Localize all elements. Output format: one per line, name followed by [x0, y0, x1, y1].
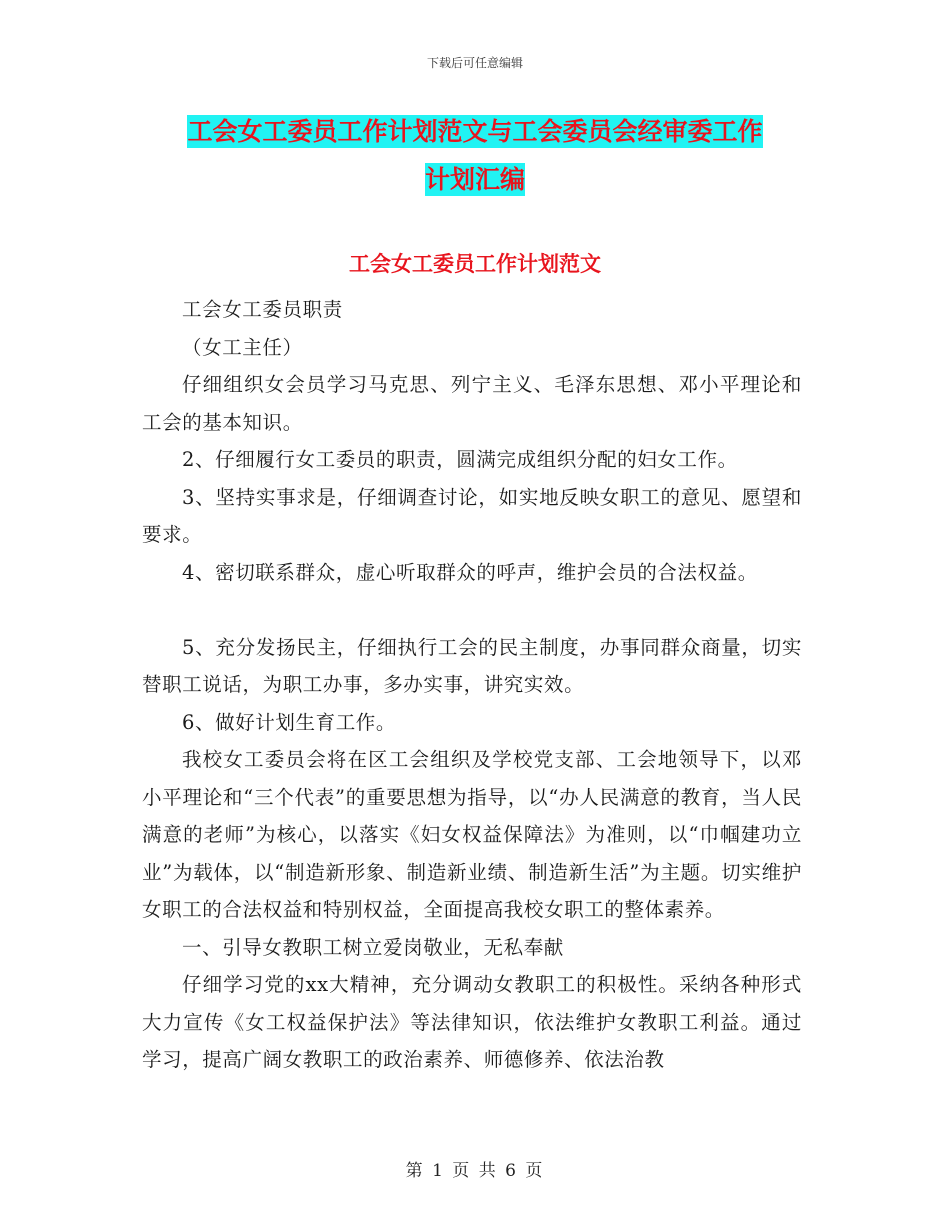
- document-body: [142, 291, 802, 1079]
- header-note: 下载后可任意编辑: [426, 56, 523, 70]
- paragraph: 3、坚持实事求是，仔细调查讨论，如实地反映女职工的意见、愿望和要求。: [142, 485, 802, 546]
- paragraph: 工会女工委员职责: [182, 298, 343, 321]
- paragraph: 4、密切联系群众，虚心听取群众的呼声，维护会员的合法权益。: [182, 560, 758, 584]
- title-line-2: 计划汇编: [424, 165, 525, 194]
- paragraph: 2、仔细履行女工委员的职责，圆满完成组织分配的妇女工作。: [182, 448, 738, 471]
- section-title: 工会女工委员工作计划范文: [349, 252, 601, 276]
- paragraph: 一、引导女教职工树立爱岗敬业，无私奉献: [182, 935, 564, 959]
- paragraph: 仔细学习党的xx大精神，充分调动女教职工的积极性。采纳各种形式大力宣传《女工权益保护法》等法律知识，依法维护女教职工利益。通过学习，提高广阔女教职工的政治素养、师德修养、依法治教: [142, 973, 802, 1071]
- paragraph: （女工主任）: [182, 335, 303, 359]
- paragraph: 我校女工委员会将在区工会组织及学校党支部、工会地领导下，以邓小平理论和“三个代表”的重要思想为指导，以“办人民满意的教育，当人民满意的老师”为核心，以落实《妇女权益保障法》为准则，以“巾帼建功立业”为载体，以“制造新形象、制造新业绩、制造新生活”为主题。切实维护女职工的合法权益和特别权益，全面提高我校女职工的整体素养。: [142, 748, 802, 921]
- paragraph: 5、充分发扬民主，仔细执行工会的民主制度，办事同群众商量，切实替职工说话，为职工办事，多办实事，讲究实效。: [142, 635, 802, 696]
- title-line-1: 工会女工委员工作计划范文与工会委员会经审委工作: [187, 117, 763, 146]
- paragraph: 6、做好计划生育工作。: [182, 710, 397, 734]
- page-number: 第 1 页 共 6 页: [405, 1161, 545, 1181]
- paragraph: 仔细组织女会员学习马克思、列宁主义、毛泽东思想、邓小平理论和工会的基本知识。: [142, 373, 802, 434]
- document-title: [140, 108, 810, 204]
